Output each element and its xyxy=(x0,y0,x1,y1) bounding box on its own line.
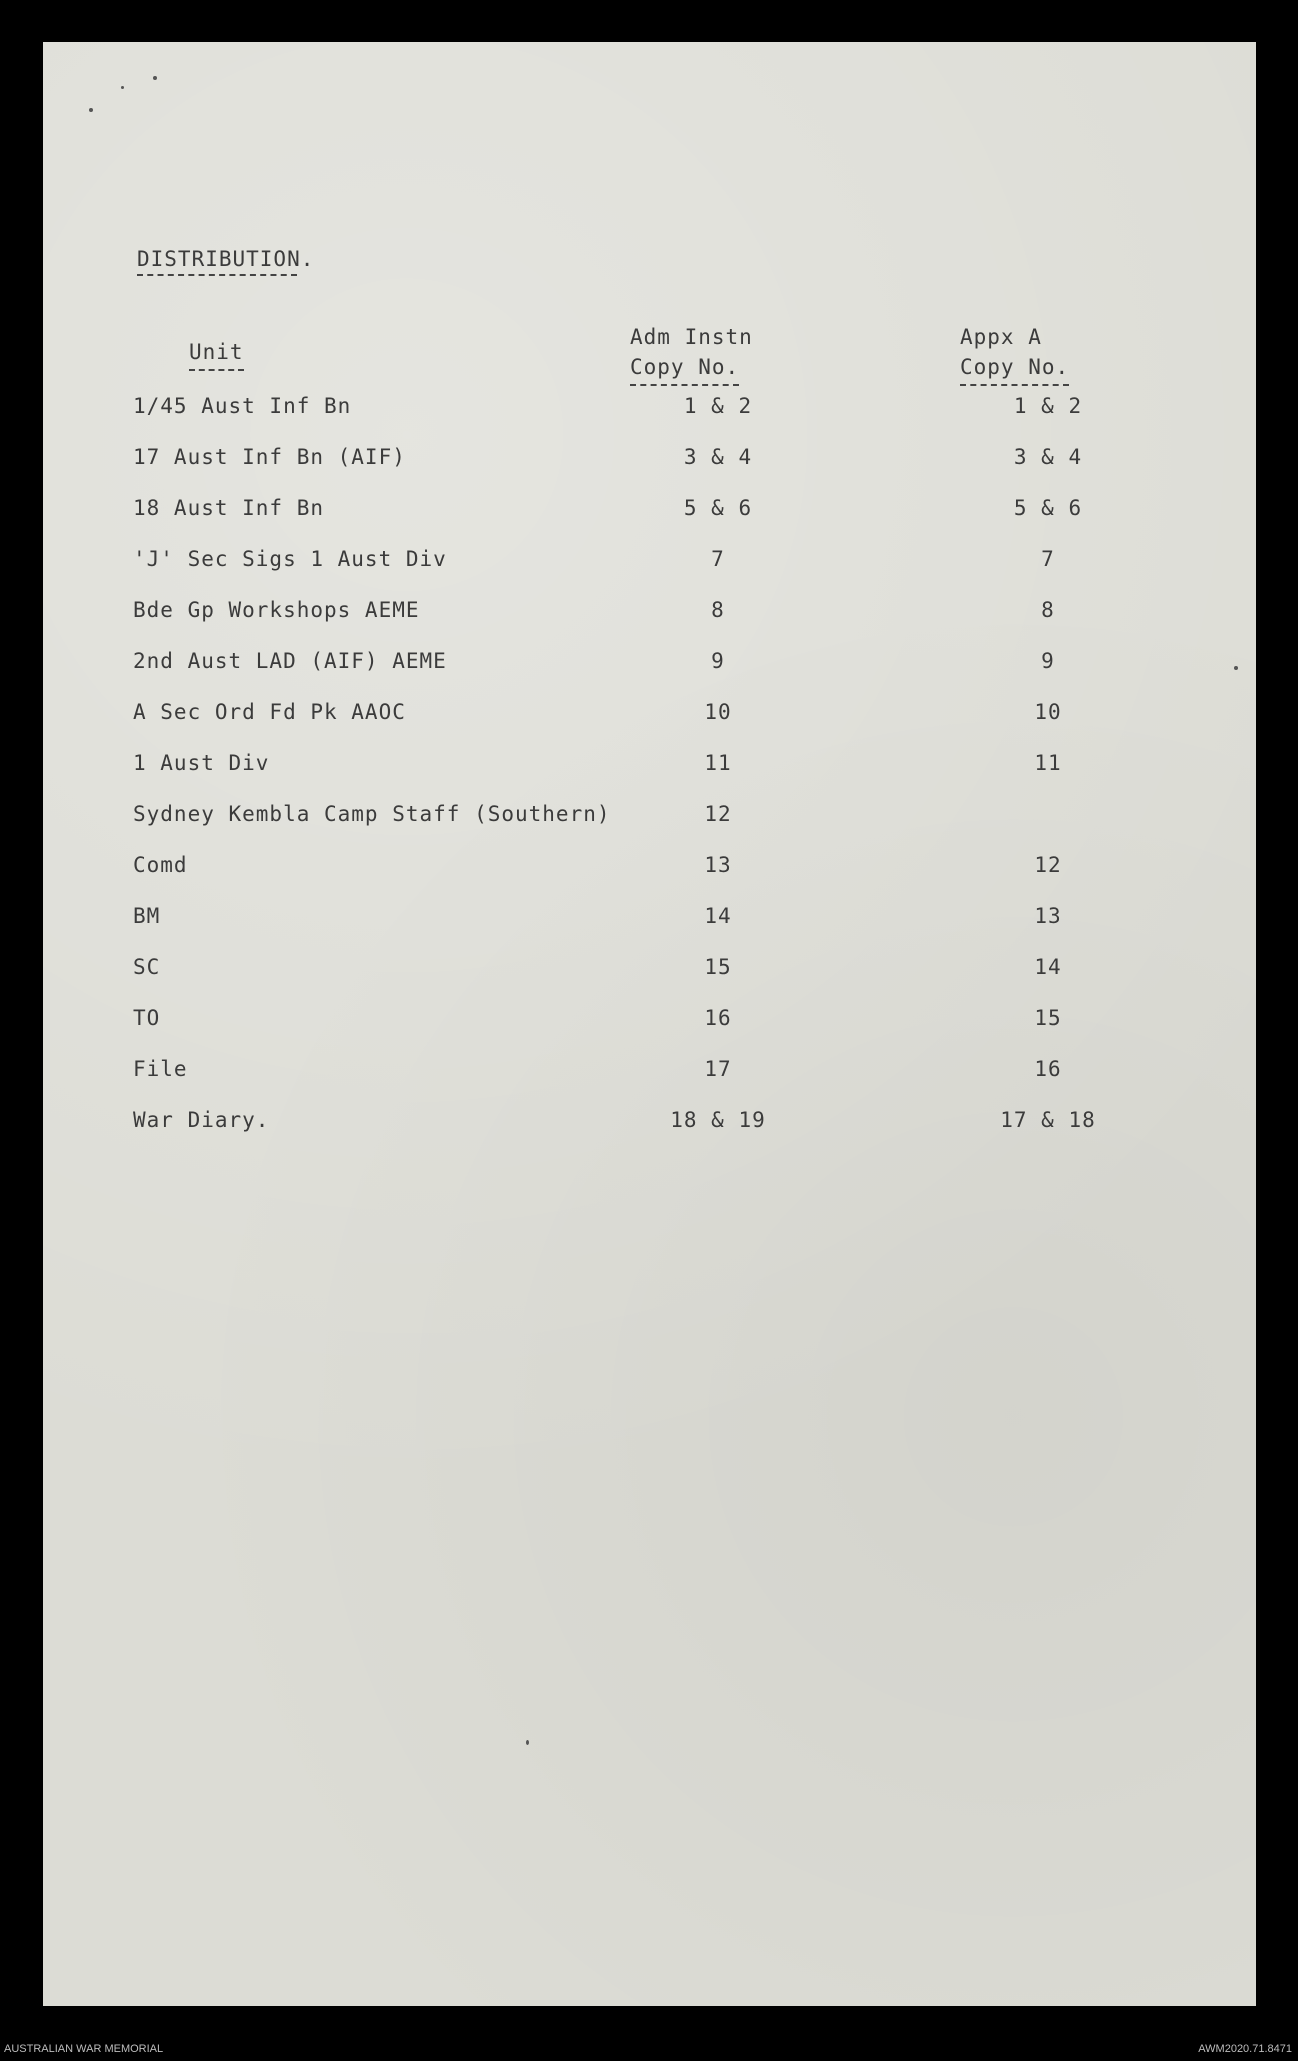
unit-cell: A Sec Ord Fd Pk AAOC xyxy=(133,700,406,724)
unit-cell: 17 Aust Inf Bn (AIF) xyxy=(133,445,406,469)
adm-copy-cell: 10 xyxy=(704,700,732,724)
appx-copy-cell: 9 xyxy=(1041,649,1055,673)
appx-copy-cell: 11 xyxy=(1034,751,1062,775)
table-row xyxy=(43,1108,1256,1148)
header-appx-line2: Copy No. xyxy=(960,352,1069,386)
appx-copy-cell: 5 & 6 xyxy=(1013,496,1083,520)
table-row xyxy=(43,802,1256,842)
paper-mark xyxy=(89,108,93,112)
appx-copy-cell: 7 xyxy=(1041,547,1055,571)
appx-copy-cell: 3 & 4 xyxy=(1013,445,1083,469)
header-appx-a xyxy=(960,322,1069,386)
table-row xyxy=(43,598,1256,638)
adm-copy-cell: 14 xyxy=(704,904,732,928)
table-row xyxy=(43,751,1256,791)
table-row xyxy=(43,394,1256,434)
table-row xyxy=(43,445,1256,485)
unit-cell: 18 Aust Inf Bn xyxy=(133,496,325,520)
table-row xyxy=(43,1057,1256,1097)
unit-cell: 1/45 Aust Inf Bn xyxy=(133,394,352,418)
unit-cell: Bde Gp Workshops AEME xyxy=(133,598,420,622)
table-row xyxy=(43,649,1256,689)
unit-cell: TO xyxy=(133,1006,161,1030)
appx-copy-cell: 12 xyxy=(1034,853,1062,877)
adm-copy-cell: 7 xyxy=(711,547,725,571)
paper-mark xyxy=(1234,666,1238,670)
header-appx-line1: Appx A xyxy=(960,325,1042,349)
document-title: DISTRIBUTION. xyxy=(137,247,315,271)
appx-copy-cell: 17 & 18 xyxy=(1000,1108,1096,1132)
table-row xyxy=(43,1006,1256,1046)
adm-copy-cell: 13 xyxy=(704,853,732,877)
appx-copy-cell: 15 xyxy=(1034,1006,1062,1030)
paper-mark xyxy=(121,86,124,89)
title-underline xyxy=(137,274,297,276)
paper-mark xyxy=(526,1740,529,1745)
adm-copy-cell: 18 & 19 xyxy=(670,1108,766,1132)
adm-copy-cell: 8 xyxy=(711,598,725,622)
unit-cell: 2nd Aust LAD (AIF) AEME xyxy=(133,649,447,673)
unit-cell: File xyxy=(133,1057,188,1081)
table-row xyxy=(43,853,1256,893)
header-unit xyxy=(189,337,244,371)
unit-cell: 'J' Sec Sigs 1 Aust Div xyxy=(133,547,447,571)
table-row xyxy=(43,496,1256,536)
archive-credit: AUSTRALIAN WAR MEMORIAL xyxy=(4,2043,164,2055)
adm-copy-cell: 12 xyxy=(704,802,732,826)
appx-copy-cell: 8 xyxy=(1041,598,1055,622)
paper-sheet xyxy=(43,42,1256,2006)
table-row xyxy=(43,547,1256,587)
archive-reference: AWM2020.71.8471 xyxy=(1198,2043,1292,2055)
table-row xyxy=(43,904,1256,944)
header-adm-line2: Copy No. xyxy=(630,352,739,386)
appx-copy-cell: 10 xyxy=(1034,700,1062,724)
unit-cell: BM xyxy=(133,904,161,928)
unit-cell: SC xyxy=(133,955,161,979)
appx-copy-cell: 16 xyxy=(1034,1057,1062,1081)
header-adm-instn xyxy=(630,322,753,386)
unit-cell: Sydney Kembla Camp Staff (Southern) xyxy=(133,802,611,826)
appx-copy-cell: 13 xyxy=(1034,904,1062,928)
header-unit-label: Unit xyxy=(189,337,244,371)
adm-copy-cell: 9 xyxy=(711,649,725,673)
adm-copy-cell: 11 xyxy=(704,751,732,775)
unit-cell: 1 Aust Div xyxy=(133,751,270,775)
paper-mark xyxy=(153,76,157,80)
adm-copy-cell: 16 xyxy=(704,1006,732,1030)
table-row xyxy=(43,955,1256,995)
header-adm-line1: Adm Instn xyxy=(630,325,753,349)
appx-copy-cell: 1 & 2 xyxy=(1013,394,1083,418)
adm-copy-cell: 17 xyxy=(704,1057,732,1081)
unit-cell: Comd xyxy=(133,853,188,877)
appx-copy-cell: 14 xyxy=(1034,955,1062,979)
adm-copy-cell: 1 & 2 xyxy=(683,394,753,418)
adm-copy-cell: 3 & 4 xyxy=(683,445,753,469)
adm-copy-cell: 5 & 6 xyxy=(683,496,753,520)
table-row xyxy=(43,700,1256,740)
unit-cell: War Diary. xyxy=(133,1108,270,1132)
adm-copy-cell: 15 xyxy=(704,955,732,979)
